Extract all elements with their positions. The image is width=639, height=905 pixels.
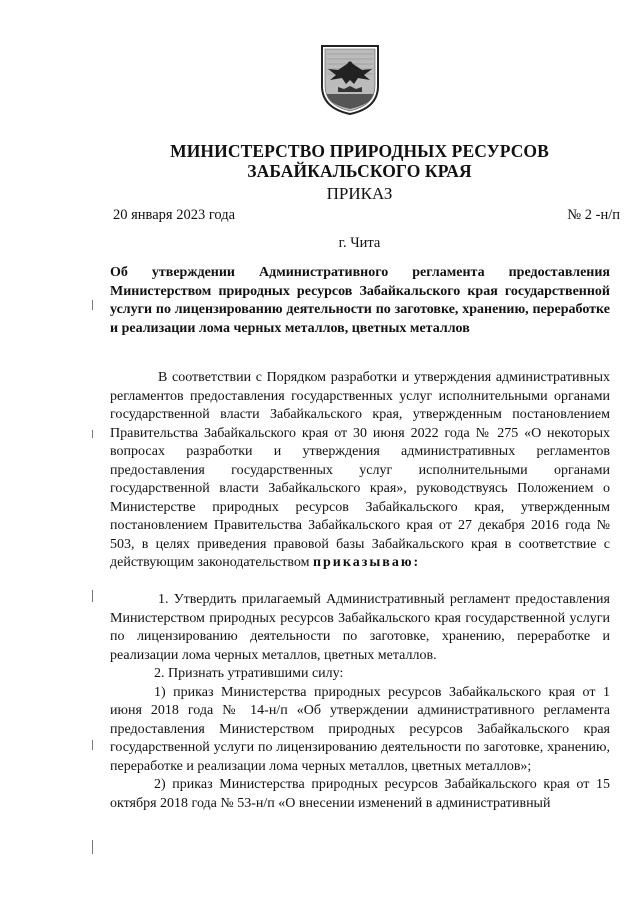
document-body [110,369,610,813]
preamble-paragraph [110,369,610,573]
scan-margin-marks [92,280,98,900]
item-2-2: 2) приказ Министерства природных ресурсов Забайкальского края от 15 октября 2018 года № 53-н/п «О внесении изменений в административный [110,777,610,811]
document-title: Об утверждении Административного регламента предоставления Министерством природных ресурсов Забайкальского края государственной услуги по лицензированию деятельности по заготовке, хранению, переработке и реализации лома черных металлов, цветных металлов [110,265,610,336]
order-word: приказываю: [312,555,421,570]
document-city: г. Чита [338,235,381,251]
ministry-name-line1: МИНИСТЕРСТВО ПРИРОДНЫХ РЕСУРСОВ [170,141,549,161]
ministry-name-line2: ЗАБАЙКАЛЬСКОГО КРАЯ [247,161,472,181]
document-type: ПРИКАЗ [326,184,393,203]
item-1: 1. Утвердить прилагаемый Административный регламент предоставления Министерством природных ресурсов Забайкальского края государственной услуги по лицензированию деятельности по заготовке, хранению, переработке и реализации лома черных металлов, цветных металлов. [110,592,610,663]
document-number: № 2 -н/п [567,207,620,223]
document-date: 20 января 2023 года [113,207,236,223]
preamble-text: В соответствии с Порядком разработки и утверждения административных регламентов предоставления государственных услуг исполнительными органами государственной власти Забайкальского края, утвержденным постановлением Правительства Забайкальского края от 30 июня 2022 года № 275 «О некоторых вопросах разработки и утверждения административных регламентов предоставления государственных услуг исполнительными органами государственной власти Забайкальского края», руководствуясь Положением о Министерстве природных ресурсов Забайкальского края, утвержденным постановлением Правительства Забайкальского края от 27 декабря 2016 года № 503, в целях приведения правовой базы Забайкальского края в соответствие с действующим законодательством [110,370,610,570]
item-2: 2. Признать утратившими силу: [154,666,344,681]
coat-of-arms-icon [318,42,382,116]
item-2-1: 1) приказ Министерства природных ресурсов Забайкальского края от 1 июня 2018 года № 14-н/п «Об утверждении административного регламента предоставления Министерством природных ресурсов Забайкальского края государственной услуги по лицензированию деятельности по заготовке, хранению, переработке и реализации лома черных металлов, цветных металлов»; [110,684,610,774]
